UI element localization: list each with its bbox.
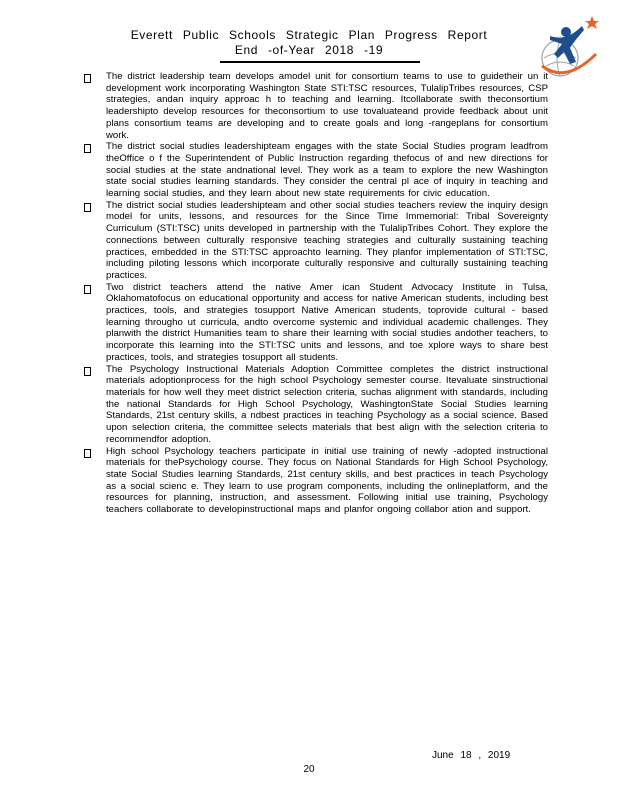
bullet-icon (84, 367, 91, 376)
bullet-icon (84, 144, 91, 153)
bullet-icon (84, 449, 91, 458)
list-item (84, 71, 548, 141)
item-text: The district leadership team develops amodel unit for consortium teams to use to guidetheir un it development work incorporating Washington State STI:TSC resources, TulalipTribes resources, CSP strategies, andan inquiry approac h to teaching and learning. Itcollaborate swith theconsortium leadershipto develop resources for theconsortium to use tovaluateand provide feedback about unit plans consortium teams are developing and to create goals and long -rangeplans for consortium work. (106, 71, 548, 141)
list-item (84, 364, 548, 446)
item-text: The district social studies leadershipteam and other social studies teachers review the inquiry design model for units, lessons, and resources for the Since Time Immemorial: Tribal Sovereignty Curriculum (STI:TSC) units developed in partnership with the TulalipTribes Cohort. They explore the connections between culturally responsive teaching strategies and culturally sustaining teaching practices, embedded in the STI:TSC approachto learning. They planfor implementation of STI:TSC, including piloting lessons which incorporate culturally responsive and culturally sustaining teaching practices. (106, 199, 548, 281)
report-subtitle: End -of-Year 2018 -19 (234, 43, 384, 57)
report-title: Everett Public Schools Strategic Plan Progress Report (130, 28, 488, 42)
list-item (84, 282, 548, 364)
list-item (84, 446, 548, 516)
bullet-icon (84, 203, 91, 212)
header-rule (220, 61, 420, 63)
report-header (0, 28, 618, 58)
item-text: The Psychology Instructional Materials Adoption Committee completes the district instructional materials adoptionprocess for the high school Psychology semester course. Itevaluate sinstructional materials for how well they meet district selection criteria, suchas alignment with standards, including the national Standards for High School Psychology, WashingtonState Social Studies learning Standards, 21st century skills, a ndbest practices in teaching Psychology as a social science. Based upon selection criteria, the committee selects materials that best align with the selection criteria to recommendfor adoption. (106, 363, 548, 445)
report-date: June 18 , 2019 (432, 750, 511, 761)
item-text: Two district teachers attend the native Amer ican Student Advocacy Institute in Tulsa, Oklahomatofocus on educational opportunity and access for native American students, including best practices, tools, and strategies tosupport Native American students, toprovide cultural - based learning througho ut curricula, andto overcome systemic and individual academic challenges. They planwith the district Humanities team to share their learning with social studies andother teachers, to incorporate this learning into the STI:TSC units and lessons, and toe xplore ways to share best practices, tools, and strategies tosupport all students. (106, 281, 548, 363)
list-item (84, 200, 548, 282)
progress-list (84, 71, 548, 516)
item-text: High school Psychology teachers participate in initial use training of newly -adopted instructional materials for thePsychology course. They focus on National Standards for High School Psychology, state Social Studies learning Standards, 21st century skills, and best practices in teach Psychology as a social scienc e. They learn to use program components, including the onlineplatform, and the resources for planning, instruction, and assessment. Following initial use training, Psychology teachers collaborate to developinstructional maps and planfor ongoing collabor ation and support. (106, 445, 548, 516)
page-number: 20 (303, 764, 315, 775)
list-item (84, 141, 548, 200)
item-text: The district social studies leadershipteam engages with the state Social Studies program leadfrom theOffice o f the Superintendent of Public Instruction regarding thefocus of and new directions for social studies at the state andnational level. They work as a team to explore the new Washington state social studies learning standards. They consider the central pl ace of inquiry in teaching and learning social studies, and they learn about new state requirements for civic education. (106, 141, 548, 200)
bullet-icon (84, 285, 91, 294)
bullet-icon (84, 74, 91, 83)
